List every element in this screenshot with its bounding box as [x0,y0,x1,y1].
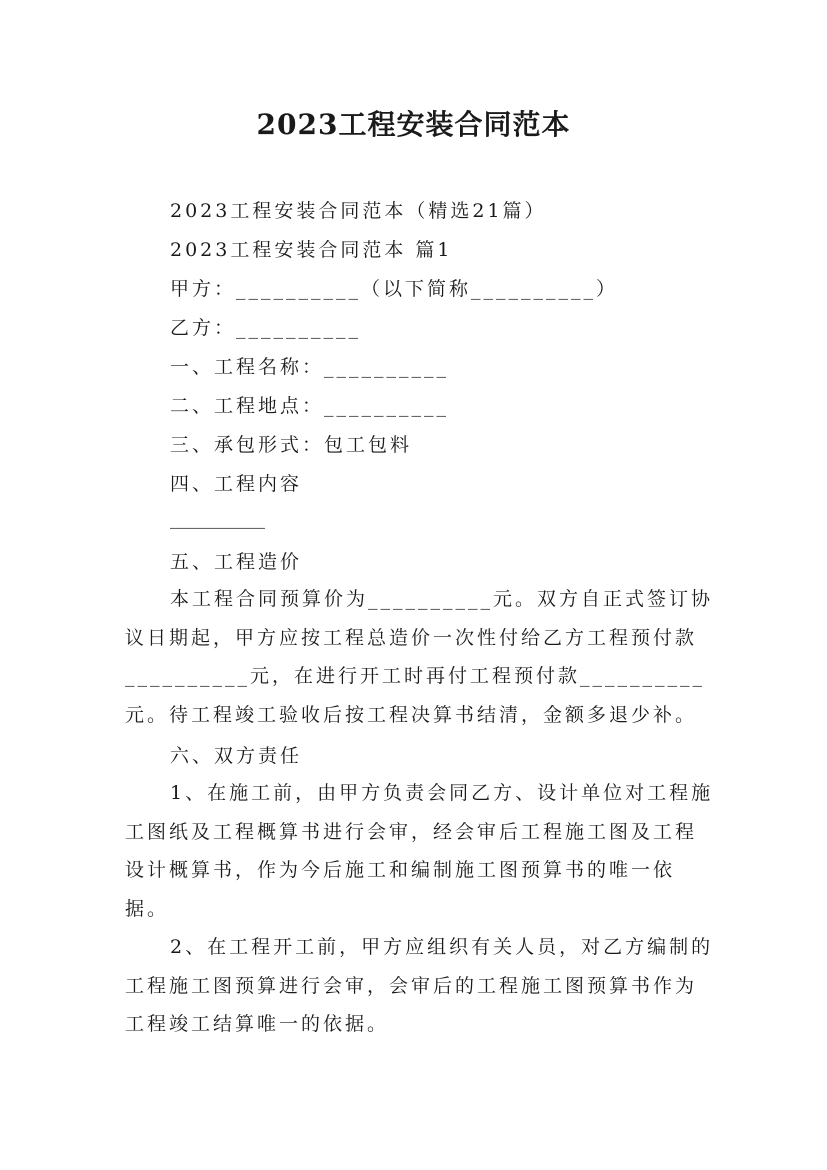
project-content-blank: __________ [170,507,265,529]
party-b-line: 乙方：__________ [170,317,362,339]
project-cost-heading: 五、工程造价 [170,551,303,573]
project-cost-paragraph: 本工程合同预算价为__________元。双方自正式签订协议日期起，甲方应按工程总造价一次性付给乙方工程预付款__________元，在进行开工时再付工程预付款__________元。待工程竣工验收后按工程决算书结清，金额多退少补。 [125,588,714,726]
project-name-line: 一、工程名称：__________ [170,356,450,378]
responsibility-1-paragraph: 1、在施工前，由甲方负责会同乙方、设计单位对工程施工图纸及工程概算书进行会审，经会审后工程施工图及工程设计概算书，作为今后施工和编制施工图预算书的唯一依据。 [125,782,714,920]
document-title: 2023工程安装合同范本 [256,108,571,141]
party-a-line: 甲方：__________（以下简称__________） [170,278,619,300]
subtitle-part-1: 2023工程安装合同范本 篇1 [170,239,453,261]
project-location-line: 二、工程地点：__________ [170,395,450,417]
responsibilities-heading: 六、双方责任 [170,745,303,767]
responsibility-2-paragraph: 2、在工程开工前，甲方应组织有关人员，对乙方编制的工程施工图预算进行会审，会审后的工程施工图预算书作为工程竣工结算唯一的依据。 [125,936,714,1035]
project-content-heading: 四、工程内容 [170,473,303,495]
subtitle-collection: 2023工程安装合同范本（精选21篇） [170,200,547,222]
contract-form-line: 三、承包形式：包工包料 [170,434,413,456]
